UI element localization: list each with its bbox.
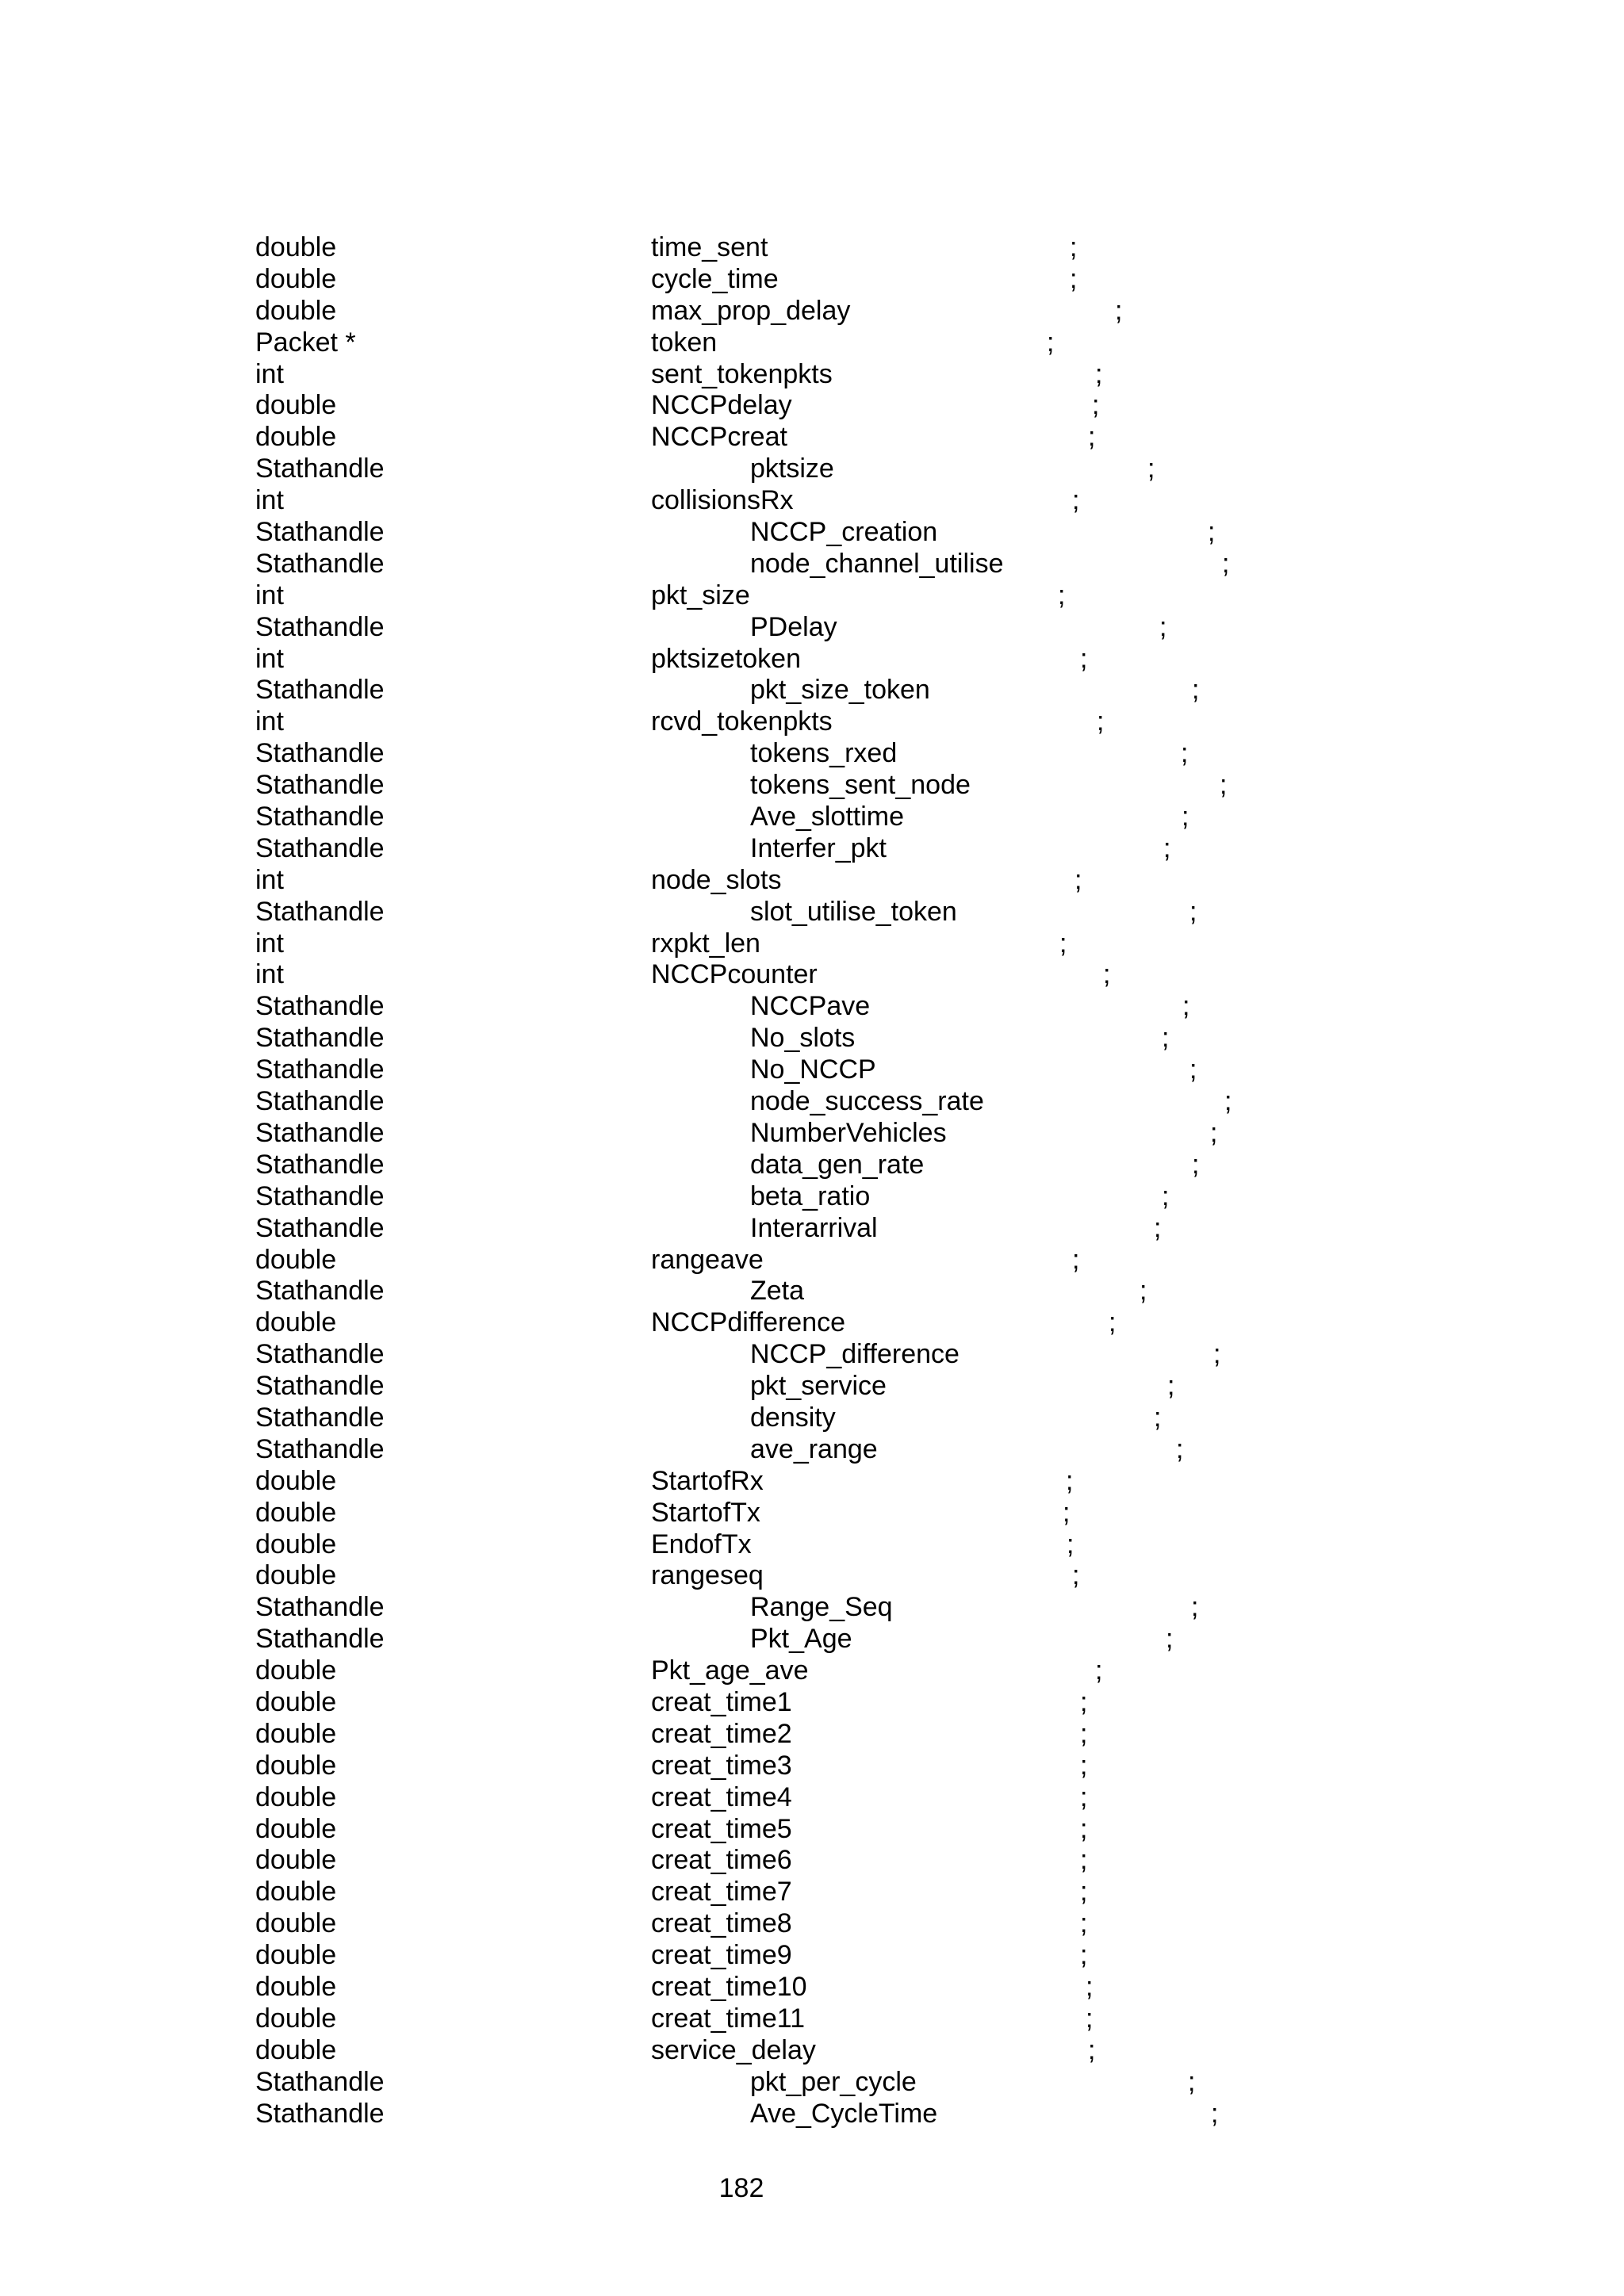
declaration-type: Stathandle bbox=[255, 1086, 385, 1117]
declaration-name: tokens_sent_node bbox=[750, 770, 971, 801]
declaration-name: PDelay bbox=[750, 611, 837, 642]
declaration-type: double bbox=[255, 2003, 337, 2034]
declaration-type: int bbox=[255, 358, 284, 389]
declaration-name: service_delay bbox=[651, 2034, 816, 2065]
declaration-row bbox=[0, 1655, 1624, 1687]
declaration-terminator: ; bbox=[1070, 263, 1078, 294]
declaration-name: Ave_CycleTime bbox=[750, 2098, 938, 2129]
declaration-name: density bbox=[750, 1402, 836, 1433]
declaration-terminator: ; bbox=[1080, 1750, 1088, 1781]
declaration-type: Stathandle bbox=[255, 1402, 385, 1433]
declaration-row bbox=[0, 453, 1624, 485]
declaration-terminator: ; bbox=[1162, 1023, 1170, 1054]
declaration-terminator: ; bbox=[1066, 1465, 1074, 1496]
declaration-row bbox=[0, 232, 1624, 264]
declaration-name: cycle_time bbox=[651, 263, 779, 294]
declaration-name: beta_ratio bbox=[750, 1181, 871, 1211]
declaration-row bbox=[0, 327, 1624, 359]
declaration-row bbox=[0, 517, 1624, 549]
declaration-type: double bbox=[255, 1971, 337, 2002]
declaration-row bbox=[0, 1624, 1624, 1655]
declaration-terminator: ; bbox=[1080, 1845, 1088, 1876]
declaration-type: Stathandle bbox=[255, 770, 385, 801]
declaration-type: double bbox=[255, 2034, 337, 2065]
declaration-type: int bbox=[255, 580, 284, 610]
declaration-name: Ave_slottime bbox=[750, 802, 905, 832]
declaration-name: EndofTx bbox=[651, 1529, 752, 1559]
declaration-name: pktsize bbox=[750, 453, 834, 484]
declaration-type: double bbox=[255, 1686, 337, 1717]
declaration-row bbox=[0, 675, 1624, 706]
declaration-name: creat_time9 bbox=[651, 1940, 792, 1971]
declaration-name: Range_Seq bbox=[750, 1592, 893, 1623]
declaration-name: NCCPdelay bbox=[651, 390, 792, 421]
declaration-terminator: ; bbox=[1139, 1276, 1147, 1307]
declaration-list bbox=[0, 232, 1624, 2130]
declaration-type: Stathandle bbox=[255, 1592, 385, 1623]
declaration-name: Pkt_Age bbox=[750, 1624, 852, 1655]
declaration-row bbox=[0, 802, 1624, 833]
declaration-name: creat_time11 bbox=[651, 2003, 806, 2034]
declaration-terminator: ; bbox=[1188, 2066, 1196, 2097]
declaration-row bbox=[0, 264, 1624, 296]
declaration-terminator: ; bbox=[1095, 358, 1103, 389]
declaration-type: int bbox=[255, 864, 284, 895]
declaration-terminator: ; bbox=[1109, 1307, 1116, 1338]
declaration-type: Stathandle bbox=[255, 453, 385, 484]
declaration-row bbox=[0, 1245, 1624, 1276]
declaration-name: pktsizetoken bbox=[651, 643, 801, 674]
declaration-type: double bbox=[255, 1750, 337, 1781]
declaration-row bbox=[0, 1434, 1624, 1466]
declaration-row bbox=[0, 296, 1624, 327]
declaration-row bbox=[0, 1402, 1624, 1434]
declaration-terminator: ; bbox=[1047, 327, 1055, 358]
declaration-terminator: ; bbox=[1182, 802, 1189, 832]
declaration-row bbox=[0, 1751, 1624, 1782]
declaration-type: Stathandle bbox=[255, 1023, 385, 1054]
declaration-terminator: ; bbox=[1072, 485, 1080, 516]
declaration-terminator: ; bbox=[1115, 295, 1123, 326]
declaration-terminator: ; bbox=[1213, 1339, 1221, 1370]
declaration-row bbox=[0, 1054, 1624, 1086]
declaration-name: NCCPdifference bbox=[651, 1307, 846, 1338]
declaration-type: int bbox=[255, 706, 284, 737]
declaration-terminator: ; bbox=[1222, 548, 1230, 579]
declaration-row bbox=[0, 549, 1624, 580]
page-number: 182 bbox=[718, 2173, 764, 2203]
declaration-row bbox=[0, 1782, 1624, 1814]
declaration-row bbox=[0, 359, 1624, 391]
declaration-row bbox=[0, 1339, 1624, 1371]
declaration-row bbox=[0, 1213, 1624, 1245]
declaration-name: creat_time8 bbox=[651, 1908, 792, 1939]
declaration-type: int bbox=[255, 643, 284, 674]
declaration-type: double bbox=[255, 1781, 337, 1812]
declaration-type: Stathandle bbox=[255, 517, 385, 548]
declaration-name: time_sent bbox=[651, 232, 768, 262]
declaration-name: node_slots bbox=[651, 864, 782, 895]
declaration-row bbox=[0, 1276, 1624, 1307]
declaration-terminator: ; bbox=[1097, 706, 1105, 737]
declaration-name: data_gen_rate bbox=[750, 1149, 925, 1180]
declaration-type: Stathandle bbox=[255, 1181, 385, 1211]
declaration-row bbox=[0, 2003, 1624, 2035]
declaration-terminator: ; bbox=[1220, 770, 1228, 801]
declaration-type: double bbox=[255, 1529, 337, 1559]
declaration-name: No_NCCP bbox=[750, 1054, 876, 1085]
declaration-row bbox=[0, 1023, 1624, 1054]
declaration-row bbox=[0, 1687, 1624, 1719]
declaration-row bbox=[0, 928, 1624, 960]
declaration-terminator: ; bbox=[1070, 232, 1078, 262]
declaration-name: Interarrival bbox=[750, 1212, 878, 1243]
declaration-name: No_slots bbox=[750, 1023, 856, 1054]
declaration-type: int bbox=[255, 928, 284, 959]
declaration-type: double bbox=[255, 1497, 337, 1528]
declaration-type: Stathandle bbox=[255, 1339, 385, 1370]
declaration-name: Interfer_pkt bbox=[750, 832, 887, 863]
declaration-terminator: ; bbox=[1181, 738, 1189, 769]
declaration-terminator: ; bbox=[1162, 1181, 1170, 1211]
declaration-type: int bbox=[255, 485, 284, 516]
declaration-type: double bbox=[255, 1940, 337, 1971]
declaration-type: Stathandle bbox=[255, 675, 385, 706]
declaration-terminator: ; bbox=[1080, 1781, 1088, 1812]
declaration-name: StartofTx bbox=[651, 1497, 760, 1528]
declaration-type: double bbox=[255, 422, 337, 453]
declaration-row bbox=[0, 897, 1624, 928]
declaration-row bbox=[0, 390, 1624, 422]
declaration-row bbox=[0, 2067, 1624, 2099]
declaration-terminator: ; bbox=[1154, 1212, 1162, 1243]
declaration-type: Stathandle bbox=[255, 991, 385, 1022]
declaration-terminator: ; bbox=[1058, 580, 1066, 610]
declaration-terminator: ; bbox=[1103, 959, 1111, 990]
declaration-name: NCCPcounter bbox=[651, 959, 818, 990]
declaration-type: Stathandle bbox=[255, 1624, 385, 1655]
declaration-row bbox=[0, 1972, 1624, 2003]
declaration-terminator: ; bbox=[1088, 2034, 1096, 2065]
declaration-type: double bbox=[255, 1877, 337, 1908]
declaration-row bbox=[0, 1560, 1624, 1592]
declaration-terminator: ; bbox=[1211, 2098, 1219, 2129]
declaration-terminator: ; bbox=[1192, 1149, 1200, 1180]
declaration-type: Stathandle bbox=[255, 1054, 385, 1085]
declaration-type: double bbox=[255, 1244, 337, 1275]
declaration-row bbox=[0, 2099, 1624, 2130]
declaration-name: creat_time10 bbox=[651, 1971, 807, 2002]
declaration-type: Stathandle bbox=[255, 1276, 385, 1307]
declaration-name: pkt_per_cycle bbox=[750, 2066, 917, 2097]
declaration-type: double bbox=[255, 1718, 337, 1749]
declaration-type: Stathandle bbox=[255, 738, 385, 769]
declaration-row bbox=[0, 1940, 1624, 1972]
declaration-name: NCCP_difference bbox=[750, 1339, 959, 1370]
declaration-terminator: ; bbox=[1074, 864, 1082, 895]
declaration-terminator: ; bbox=[1166, 1624, 1174, 1655]
declaration-type: double bbox=[255, 1908, 337, 1939]
declaration-type: Stathandle bbox=[255, 802, 385, 832]
declaration-terminator: ; bbox=[1080, 1877, 1088, 1908]
declaration-terminator: ; bbox=[1095, 1655, 1103, 1686]
declaration-terminator: ; bbox=[1182, 991, 1190, 1022]
declaration-terminator: ; bbox=[1072, 1560, 1080, 1591]
declaration-type: double bbox=[255, 263, 337, 294]
declaration-name: NumberVehicles bbox=[750, 1117, 947, 1148]
declaration-type: double bbox=[255, 295, 337, 326]
declaration-name: creat_time7 bbox=[651, 1877, 792, 1908]
declaration-type: double bbox=[255, 1465, 337, 1496]
declaration-row bbox=[0, 1592, 1624, 1624]
declaration-name: Pkt_age_ave bbox=[651, 1655, 809, 1686]
declaration-terminator: ; bbox=[1086, 1971, 1094, 2002]
declaration-name: rxpkt_len bbox=[651, 928, 760, 959]
declaration-terminator: ; bbox=[1208, 517, 1216, 548]
declaration-terminator: ; bbox=[1080, 1686, 1088, 1717]
declaration-name: pkt_service bbox=[750, 1371, 887, 1402]
declaration-terminator: ; bbox=[1224, 1086, 1232, 1117]
declaration-type: double bbox=[255, 390, 337, 421]
declaration-name: creat_time1 bbox=[651, 1686, 792, 1717]
declaration-type: double bbox=[255, 1655, 337, 1686]
declaration-row bbox=[0, 1498, 1624, 1529]
declaration-name: tokens_rxed bbox=[750, 738, 898, 769]
declaration-terminator: ; bbox=[1176, 1433, 1184, 1464]
declaration-terminator: ; bbox=[1154, 1402, 1162, 1433]
declaration-type: Packet * bbox=[255, 327, 356, 358]
declaration-type: Stathandle bbox=[255, 611, 385, 642]
declaration-terminator: ; bbox=[1080, 643, 1088, 674]
declaration-terminator: ; bbox=[1189, 896, 1197, 927]
declaration-name: token bbox=[651, 327, 718, 358]
declaration-row bbox=[0, 959, 1624, 991]
declaration-type: Stathandle bbox=[255, 2098, 385, 2129]
declaration-row bbox=[0, 1150, 1624, 1181]
declaration-terminator: ; bbox=[1072, 1244, 1080, 1275]
declaration-terminator: ; bbox=[1086, 2003, 1094, 2034]
declaration-name: StartofRx bbox=[651, 1465, 764, 1496]
declaration-name: max_prop_delay bbox=[651, 295, 851, 326]
declaration-name: pkt_size bbox=[651, 580, 750, 610]
declaration-type: double bbox=[255, 1813, 337, 1844]
declaration-type: double bbox=[255, 1307, 337, 1338]
declaration-terminator: ; bbox=[1192, 675, 1200, 706]
declaration-terminator: ; bbox=[1092, 390, 1100, 421]
declaration-type: double bbox=[255, 1560, 337, 1591]
declaration-name: node_success_rate bbox=[750, 1086, 984, 1117]
declaration-row bbox=[0, 612, 1624, 644]
declaration-name: collisionsRx bbox=[651, 485, 794, 516]
declaration-name: rangeseq bbox=[651, 1560, 764, 1591]
declaration-row bbox=[0, 1466, 1624, 1498]
declaration-terminator: ; bbox=[1063, 1497, 1071, 1528]
declaration-row bbox=[0, 833, 1624, 865]
declaration-terminator: ; bbox=[1210, 1117, 1218, 1148]
declaration-row bbox=[0, 770, 1624, 802]
declaration-row bbox=[0, 644, 1624, 675]
declaration-terminator: ; bbox=[1189, 1054, 1197, 1085]
declaration-name: pkt_size_token bbox=[750, 675, 930, 706]
declaration-terminator: ; bbox=[1067, 1529, 1074, 1559]
declaration-type: double bbox=[255, 1845, 337, 1876]
declaration-terminator: ; bbox=[1147, 453, 1155, 484]
declaration-name: ave_range bbox=[750, 1433, 878, 1464]
declaration-row bbox=[0, 1307, 1624, 1339]
declaration-row bbox=[0, 2035, 1624, 2067]
declaration-type: Stathandle bbox=[255, 1371, 385, 1402]
declaration-row bbox=[0, 1814, 1624, 1846]
declaration-terminator: ; bbox=[1080, 1813, 1088, 1844]
declaration-name: NCCPcreat bbox=[651, 422, 787, 453]
declaration-type: Stathandle bbox=[255, 896, 385, 927]
declaration-type: Stathandle bbox=[255, 832, 385, 863]
declaration-terminator: ; bbox=[1080, 1940, 1088, 1971]
declaration-type: Stathandle bbox=[255, 2066, 385, 2097]
declaration-name: NCCPave bbox=[750, 991, 871, 1022]
declaration-type: Stathandle bbox=[255, 548, 385, 579]
declaration-name: creat_time5 bbox=[651, 1813, 792, 1844]
declaration-terminator: ; bbox=[1080, 1908, 1088, 1939]
declaration-row bbox=[0, 1908, 1624, 1940]
declaration-terminator: ; bbox=[1080, 1718, 1088, 1749]
declaration-name: NCCP_creation bbox=[750, 517, 938, 548]
declaration-type: double bbox=[255, 232, 337, 262]
declaration-terminator: ; bbox=[1191, 1592, 1199, 1623]
declaration-terminator: ; bbox=[1159, 611, 1167, 642]
declaration-name: creat_time4 bbox=[651, 1781, 792, 1812]
declaration-row bbox=[0, 991, 1624, 1023]
declaration-row bbox=[0, 1086, 1624, 1118]
declaration-type: int bbox=[255, 959, 284, 990]
declaration-row bbox=[0, 1877, 1624, 1908]
declaration-name: sent_tokenpkts bbox=[651, 358, 833, 389]
declaration-row bbox=[0, 1719, 1624, 1751]
declaration-type: Stathandle bbox=[255, 1212, 385, 1243]
declaration-terminator: ; bbox=[1163, 832, 1171, 863]
declaration-row bbox=[0, 865, 1624, 897]
declaration-name: slot_utilise_token bbox=[750, 896, 957, 927]
declaration-name: creat_time6 bbox=[651, 1845, 792, 1876]
declaration-row bbox=[0, 1529, 1624, 1561]
declaration-type: Stathandle bbox=[255, 1117, 385, 1148]
declaration-row bbox=[0, 706, 1624, 738]
declaration-name: node_channel_utilise bbox=[750, 548, 1004, 579]
declaration-row bbox=[0, 485, 1624, 517]
declaration-row bbox=[0, 422, 1624, 453]
declaration-type: Stathandle bbox=[255, 1149, 385, 1180]
declaration-type: Stathandle bbox=[255, 1433, 385, 1464]
declaration-row bbox=[0, 1371, 1624, 1402]
declaration-row bbox=[0, 1845, 1624, 1877]
declaration-row bbox=[0, 580, 1624, 612]
declaration-name: creat_time3 bbox=[651, 1750, 792, 1781]
declaration-row bbox=[0, 1181, 1624, 1213]
declaration-name: creat_time2 bbox=[651, 1718, 792, 1749]
declaration-name: rcvd_tokenpkts bbox=[651, 706, 833, 737]
declaration-terminator: ; bbox=[1167, 1371, 1175, 1402]
declaration-terminator: ; bbox=[1088, 422, 1096, 453]
declaration-name: rangeave bbox=[651, 1244, 764, 1275]
declaration-name: Zeta bbox=[750, 1276, 805, 1307]
declaration-row bbox=[0, 738, 1624, 770]
declaration-terminator: ; bbox=[1059, 928, 1067, 959]
declaration-row bbox=[0, 1118, 1624, 1150]
